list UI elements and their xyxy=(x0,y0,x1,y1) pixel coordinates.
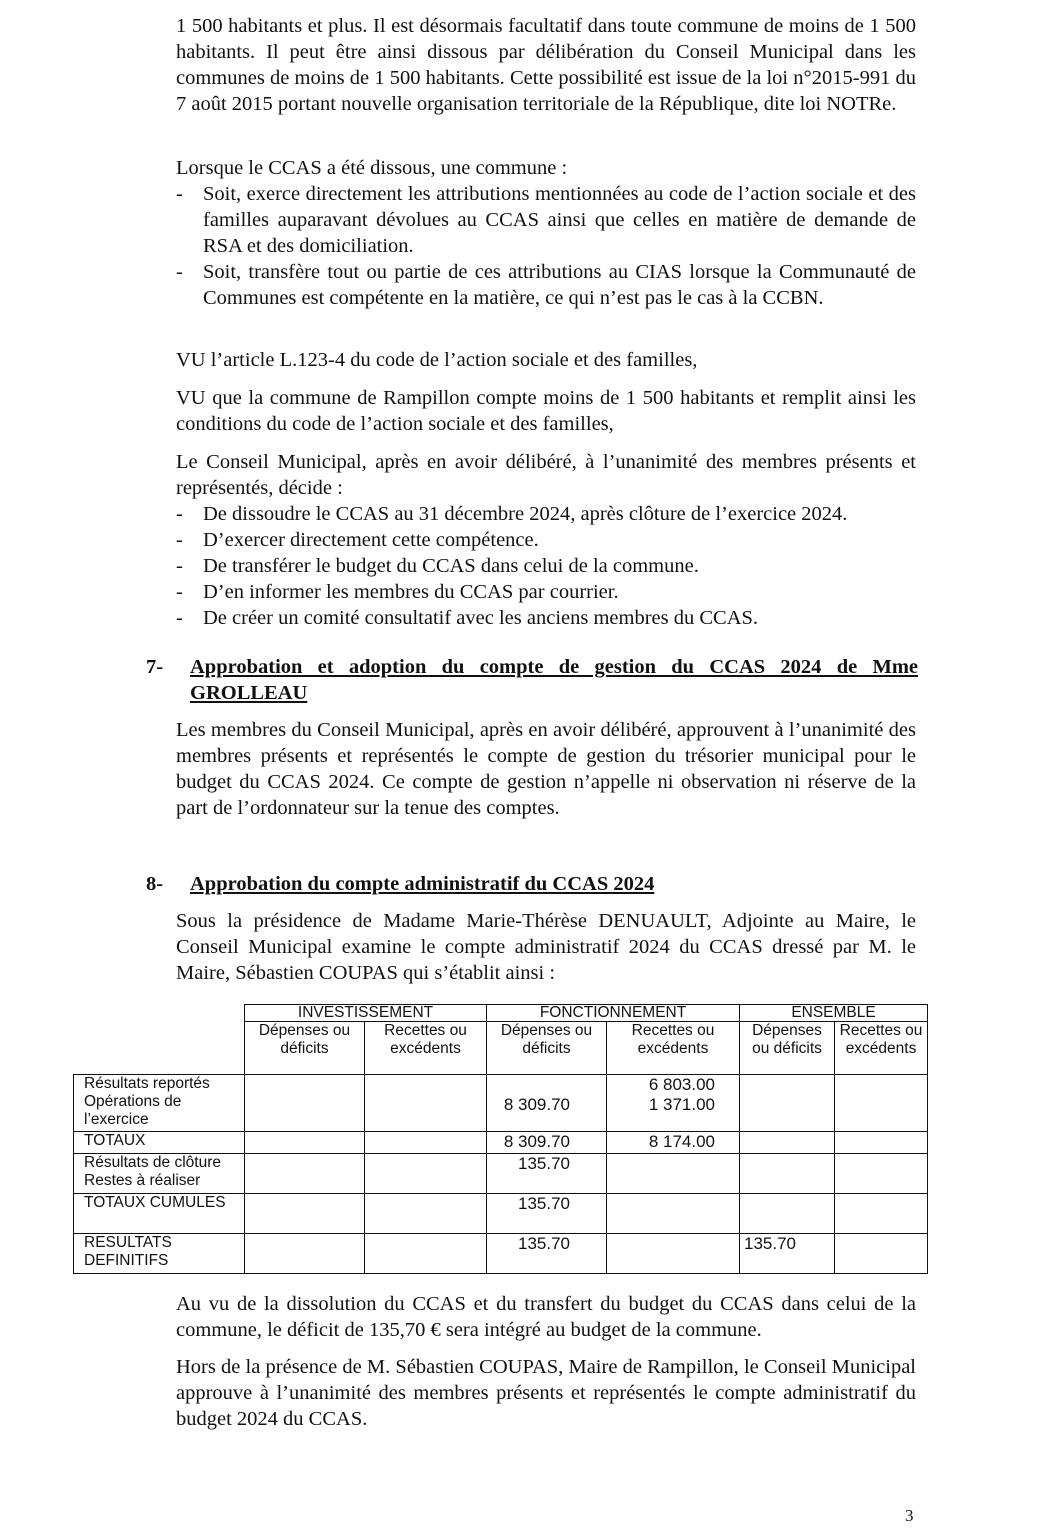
dash-bullet: - xyxy=(176,261,183,283)
list-item xyxy=(176,605,916,631)
table-cell xyxy=(245,1234,365,1274)
table-row xyxy=(74,1194,928,1234)
table-cell xyxy=(487,1075,607,1132)
table-cell xyxy=(740,1194,835,1234)
row-label-line: Résultats reportés xyxy=(84,1075,210,1092)
column-header: Recettes ou excédents xyxy=(607,1022,740,1075)
table-cell xyxy=(245,1154,365,1194)
table-cell: 135.70 xyxy=(740,1234,835,1274)
column-header: Dépenses ou déficits xyxy=(245,1022,365,1075)
section-8-intro: Sous la présidence de Madame Marie-Thérèse DENUAULT, Adjointe au Maire, le Conseil Municipal examine le compte administratif 2024 du CCAS dressé par M. le Maire, Sébastien COUPAS qui s’établit ainsi : xyxy=(176,910,916,984)
cell-value: 8 309.70 xyxy=(503,1095,570,1114)
row-label-line: Résultats de clôture xyxy=(84,1154,221,1171)
table-row xyxy=(74,1154,928,1194)
table-cell: 135.70 xyxy=(487,1234,607,1274)
list-item xyxy=(176,579,916,605)
dash-bullet: - xyxy=(176,607,183,629)
table-cell xyxy=(835,1132,928,1154)
list-item xyxy=(176,259,916,311)
table-cell xyxy=(365,1075,487,1132)
list-item xyxy=(176,501,916,527)
list-item xyxy=(176,181,916,259)
section-number: 7- xyxy=(146,656,164,678)
list-item-text: De créer un comité consultatif avec les anciens membres du CCAS. xyxy=(203,607,759,629)
cell-value: 6 803.00 xyxy=(648,1075,716,1094)
page-number: 3 xyxy=(905,1506,914,1525)
group-header-fonctionnement: FONCTIONNEMENT xyxy=(487,1005,740,1022)
dash-bullet: - xyxy=(176,183,183,205)
table-cell xyxy=(607,1234,740,1274)
table-row xyxy=(74,1132,928,1154)
decision-lead: Le Conseil Municipal, après en avoir délibéré, à l’unanimité des membres présents et représentés, décide : xyxy=(176,451,916,499)
list-item-text: Soit, transfère tout ou partie de ces attributions au CIAS lorsque la Communauté de Communes est compétente en la matière, ce qui n’est pas le cas à la CCBN. xyxy=(203,261,916,309)
section-title: Approbation et adoption du compte de gestion du CCAS 2024 de Mme GROLLEAU xyxy=(190,656,918,704)
section-title: Approbation du compte administratif du CCAS 2024 xyxy=(190,873,655,895)
dissolved-options-list xyxy=(176,181,916,311)
list-item-text: D’en informer les membres du CCAS par courrier. xyxy=(203,581,619,603)
table-cell xyxy=(740,1075,835,1132)
row-label: TOTAUX xyxy=(74,1132,245,1154)
list-item xyxy=(176,527,916,553)
section-number: 8- xyxy=(146,873,164,895)
compte-administratif-table xyxy=(73,1004,928,1274)
dash-bullet: - xyxy=(176,581,183,603)
table-cell xyxy=(835,1234,928,1274)
dissolved-lead: Lorsque le CCAS a été dissous, une commune : xyxy=(176,157,568,179)
table-cell xyxy=(245,1075,365,1132)
deficit-paragraph: Au vu de la dissolution du CCAS et du transfert du budget du CCAS dans celui de la commune, le déficit de 135,70 € sera intégré au budget de la commune. xyxy=(176,1293,916,1341)
table-corner xyxy=(74,1005,245,1075)
row-label xyxy=(74,1154,245,1194)
section-7-heading xyxy=(146,654,918,706)
group-header-investissement: INVESTISSEMENT xyxy=(245,1005,487,1022)
column-header: Dépenses ou déficits xyxy=(487,1022,607,1075)
vu-article: VU l’article L.123-4 du code de l’action sociale et des familles, xyxy=(176,349,698,371)
table-cell xyxy=(607,1154,740,1194)
table-cell xyxy=(245,1132,365,1154)
table-cell: 135.70 xyxy=(487,1194,607,1234)
table-group-header-row xyxy=(74,1005,928,1022)
row-label-line: Restes à réaliser xyxy=(84,1172,201,1189)
table-row xyxy=(74,1075,928,1132)
list-item-text: De transférer le budget du CCAS dans celui de la commune. xyxy=(203,555,699,577)
dash-bullet: - xyxy=(176,503,183,525)
list-item-text: Soit, exerce directement les attributions mentionnées au code de l’action sociale et des familles auparavant dévolues au CCAS ainsi que celles en matière de demande de RSA et des domiciliation. xyxy=(203,183,916,257)
table-cell xyxy=(365,1132,487,1154)
table-cell xyxy=(835,1194,928,1234)
row-label: TOTAUX CUMULES xyxy=(74,1194,245,1234)
column-header: Recettes ou excédents xyxy=(835,1022,928,1075)
table-cell xyxy=(365,1194,487,1234)
table-cell: 8 309.70 xyxy=(487,1132,607,1154)
dash-bullet: - xyxy=(176,529,183,551)
table-row xyxy=(74,1234,928,1274)
list-item xyxy=(176,553,916,579)
cell-value: 1 371.00 xyxy=(648,1095,716,1114)
table-cell xyxy=(740,1154,835,1194)
vu-commune: VU que la commune de Rampillon compte moins de 1 500 habitants et remplit ainsi les conditions du code de l’action sociale et des familles, xyxy=(176,387,916,435)
table-cell xyxy=(835,1075,928,1132)
section-7-body: Les membres du Conseil Municipal, après en avoir délibéré, approuvent à l’unanimité des membres présents et représentés le compte de gestion du trésorier municipal pour le budget du CCAS 2024. Ce compte de gestion n’appelle ni observation ni réserve de la part de l’ordonnateur sur la tenue des comptes. xyxy=(176,719,916,819)
section-8-heading xyxy=(146,871,918,897)
table-cell xyxy=(365,1154,487,1194)
table-cell: 8 174.00 xyxy=(607,1132,740,1154)
row-label-line: Opérations de l’exercice xyxy=(84,1093,182,1128)
column-header: Dépenses ou déficits xyxy=(740,1022,835,1075)
table-cell xyxy=(245,1194,365,1234)
group-header-ensemble: ENSEMBLE xyxy=(740,1005,928,1022)
intro-paragraph: 1 500 habitants et plus. Il est désormais facultatif dans toute commune de moins de 1 500 habitants. Il peut être ainsi dissous par délibération du Conseil Municipal dans les communes de moins de 1 500 habitants. Cette possibilité est issue de la loi n°2015-991 du 7 août 2015 portant nouvelle organisation territoriale de la République, dite loi NOTRe. xyxy=(176,15,916,115)
dash-bullet: - xyxy=(176,555,183,577)
row-label xyxy=(74,1075,245,1132)
table-cell: 135.70 xyxy=(487,1154,607,1194)
row-label: RESULTATS DEFINITIFS xyxy=(74,1234,245,1274)
table-cell xyxy=(607,1075,740,1132)
table-cell xyxy=(740,1132,835,1154)
decisions-list xyxy=(176,501,916,631)
column-header: Recettes ou excédents xyxy=(365,1022,487,1075)
table-cell xyxy=(365,1234,487,1274)
list-item-text: D’exercer directement cette compétence. xyxy=(203,529,539,551)
list-item-text: De dissoudre le CCAS au 31 décembre 2024, après clôture de l’exercice 2024. xyxy=(203,503,848,525)
table-cell xyxy=(835,1154,928,1194)
table-cell xyxy=(607,1194,740,1234)
approval-paragraph: Hors de la présence de M. Sébastien COUPAS, Maire de Rampillon, le Conseil Municipal approuve à l’unanimité des membres présents et représentés le compte administratif du budget 2024 du CCAS. xyxy=(176,1356,916,1430)
